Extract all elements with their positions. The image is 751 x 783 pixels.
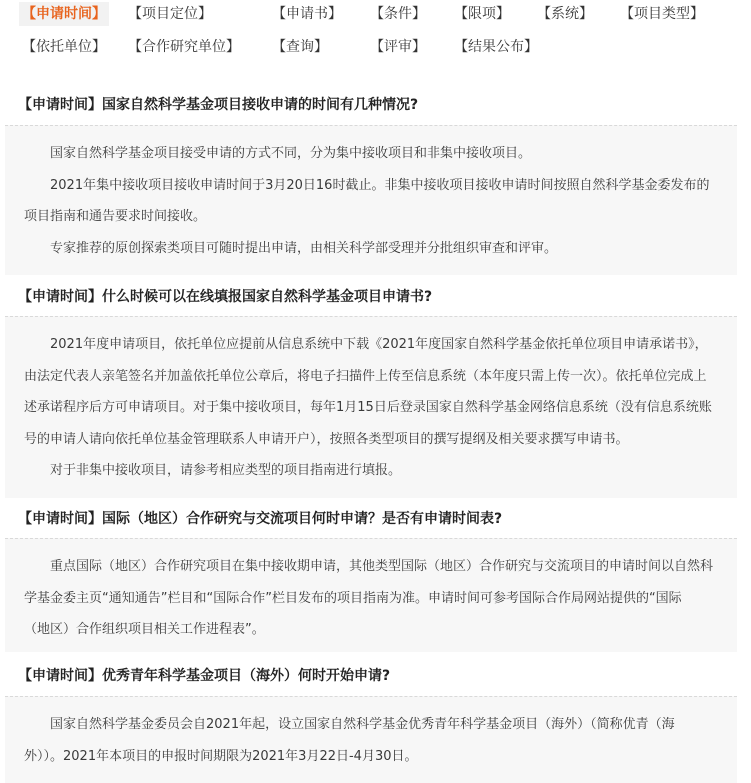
nav-system[interactable]: 【系统】 bbox=[537, 6, 593, 22]
answer-line: 国家自然科学基金委员会自2021年起，设立国家自然科学基金优秀青年科学基金项目（海外）（简称优青（海 bbox=[50, 717, 675, 732]
nav-review[interactable]: 【评审】 bbox=[370, 39, 426, 55]
nav-apply-time[interactable]: 【申请时间】 bbox=[19, 2, 109, 26]
nav-host-institution[interactable]: 【依托单位】 bbox=[22, 39, 106, 55]
nav-project-positioning[interactable]: 【项目定位】 bbox=[128, 6, 212, 22]
answer-block bbox=[5, 538, 737, 652]
answer-line: 外））。2021年本项目的申报时间期限为2021年3月22日-4月30日。 bbox=[24, 748, 418, 764]
answer-line: 由法定代表人亲笔签名并加盖依托单位公章后，将电子扫描件上传至信息系统（本年度只需上传一次）。依托单位完成上 bbox=[24, 368, 707, 384]
question-heading: 【申请时间】国家自然科学基金项目接收申请的时间有几种情况? bbox=[18, 97, 419, 113]
answer-line: 对于非集中接收项目，请参考相应类型的项目指南进行填报。 bbox=[50, 463, 402, 478]
nav-query[interactable]: 【查询】 bbox=[272, 39, 328, 55]
answer-line: 学基金委主页“通知通告”栏目和“国际合作”栏目发布的项目指南为准。申请时间可参考国际合作局网站提供的“国际 bbox=[24, 590, 682, 606]
question-heading: 【申请时间】什么时候可以在线填报国家自然科学基金项目申请书? bbox=[18, 289, 433, 305]
answer-block bbox=[5, 696, 737, 783]
answer-line: 述承诺程序后方可申请项目。对于集中接收项目，每年1月15日后登录国家自然科学基金网络信息系统（没有信息系统账 bbox=[24, 400, 712, 415]
nav-results[interactable]: 【结果公布】 bbox=[454, 39, 538, 55]
nav-cooperating-institution[interactable]: 【合作研究单位】 bbox=[128, 39, 240, 55]
category-nav bbox=[0, 0, 751, 70]
nav-limits[interactable]: 【限项】 bbox=[454, 6, 510, 22]
answer-line: 号的申请人请向依托单位基金管理联系人申请开户），按照各类型项目的撰写提纲及相关要求撰写申请书。 bbox=[24, 431, 629, 447]
answer-line: 重点国际（地区）合作研究项目在集中接收期申请，其他类型国际（地区）合作研究与交流项目的申请时间以自然科 bbox=[50, 559, 714, 574]
question-heading: 【申请时间】国际（地区）合作研究与交流项目何时申请？是否有申请时间表? bbox=[18, 511, 503, 527]
answer-block bbox=[5, 125, 737, 275]
nav-project-types[interactable]: 【项目类型】 bbox=[620, 6, 704, 22]
question-heading: 【申请时间】优秀青年科学基金项目（海外）何时开始申请? bbox=[18, 668, 391, 684]
answer-block bbox=[5, 316, 737, 498]
answer-line: 国家自然科学基金项目接受申请的方式不同，分为集中接收项目和非集中接收项目。 bbox=[50, 146, 532, 161]
nav-conditions[interactable]: 【条件】 bbox=[370, 6, 426, 22]
answer-line: 项目指南和通告要求时间接收。 bbox=[24, 209, 207, 224]
answer-line: 2021年集中接收项目接收申请时间于3月20日16时截止。非集中接收项目接收申请时间按照自然科学基金委发布的 bbox=[50, 177, 710, 193]
answer-line: （地区）合作组织项目相关工作进程表”。 bbox=[24, 622, 265, 637]
answer-line: 2021年度申请项目，依托单位应提前从信息系统中下载《2021年度国家自然科学基金依托单位项目申请承诺书》， bbox=[50, 337, 708, 352]
answer-line: 专家推荐的原创探索类项目可随时提出申请，由相关科学部受理并分批组织审查和评审。 bbox=[50, 240, 558, 256]
nav-application-form[interactable]: 【申请书】 bbox=[272, 6, 342, 22]
